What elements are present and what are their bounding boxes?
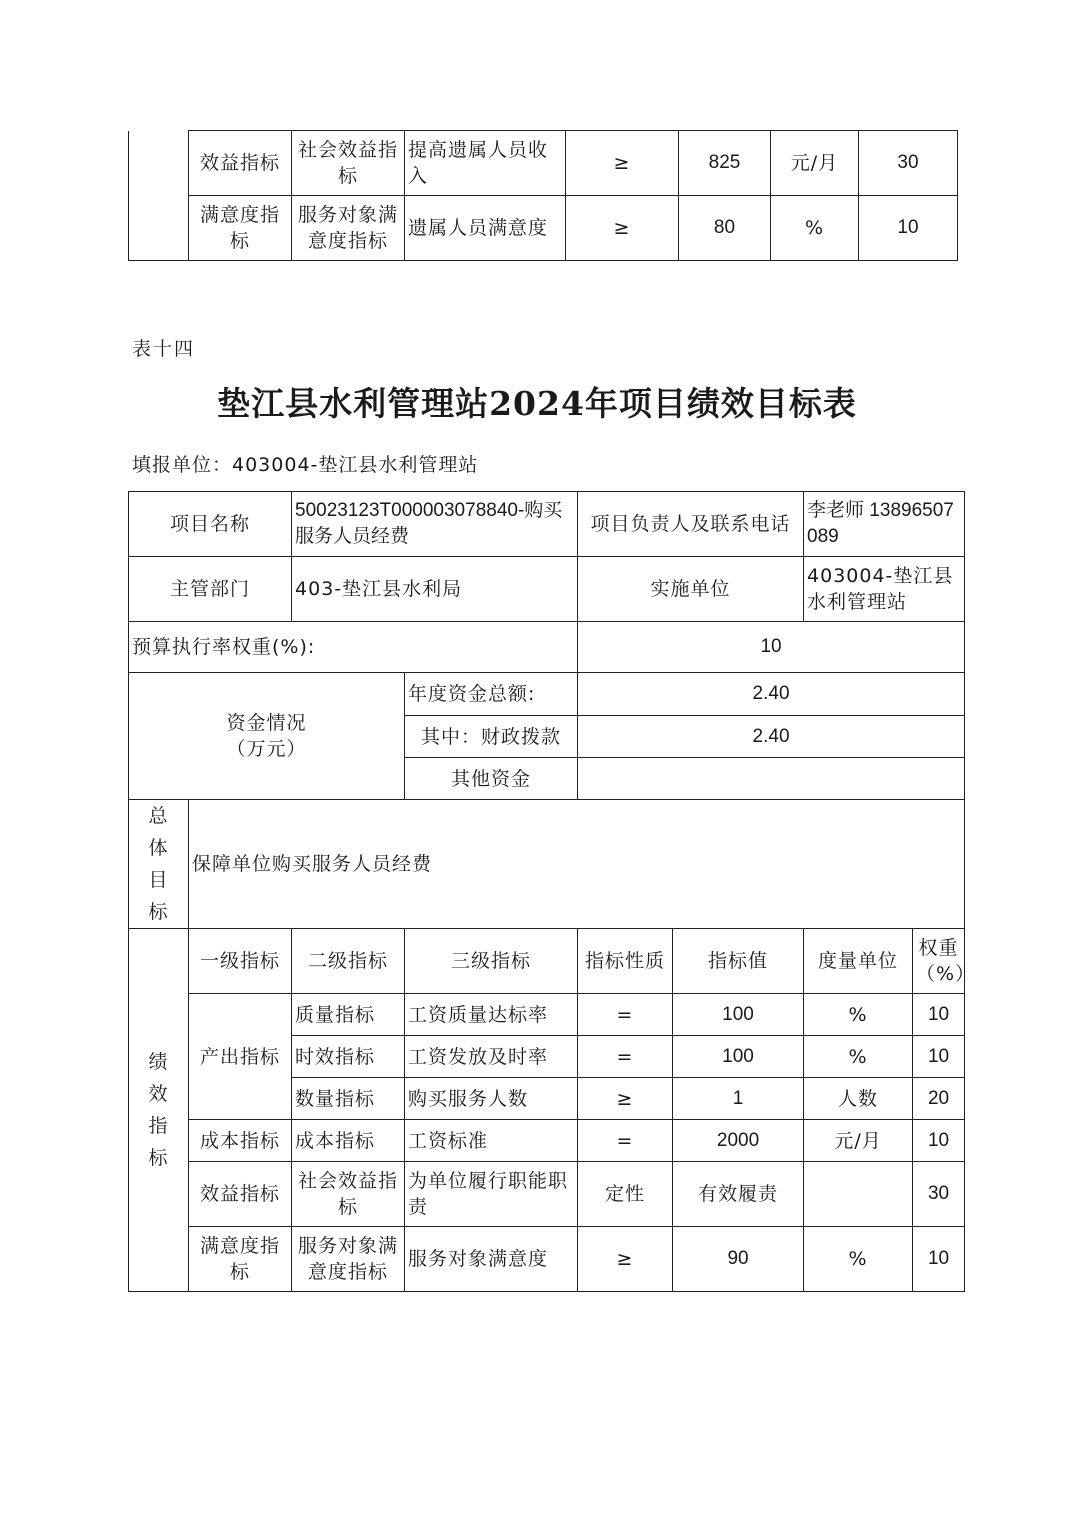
level1-cell: 效益指标 [189,131,292,196]
header-level2: 二级指标 [292,929,405,994]
weight-cell: 30 [859,131,958,196]
level2-cell: 数量指标 [292,1078,405,1120]
table-row [129,1227,965,1292]
level1-cell: 满意度指标 [189,1227,292,1292]
impl-value: 403004-垫江县水利管理站 [804,557,965,622]
perf-label-char: 效 [148,1083,169,1105]
funds-label-line1: 资金情况 [226,712,307,734]
unit-cell: % [771,196,859,261]
level2-cell: 社会效益指标 [292,131,405,196]
table-row [129,557,965,622]
weight-cell: 10 [913,1227,965,1292]
nature-cell: = [578,1120,673,1162]
nature-cell: ≥ [578,1227,673,1292]
table-row [129,800,965,929]
weight-cell: 20 [913,1078,965,1120]
table-row [129,1120,965,1162]
nature-cell: 定性 [578,1162,673,1227]
level2-cell: 成本指标 [292,1120,405,1162]
level1-cell: 效益指标 [189,1162,292,1227]
level3-cell: 工资标准 [405,1120,578,1162]
unit-cell: 元/月 [804,1120,913,1162]
weight-cell: 30 [913,1162,965,1227]
weight-cell: 10 [913,994,965,1036]
leader-label: 项目负责人及联系电话 [578,492,804,557]
header-nature: 指标性质 [578,929,673,994]
empty-cell [129,131,189,261]
dept-label: 主管部门 [129,557,292,622]
funds-label [129,673,405,800]
overall-goal-value: 保障单位购买服务人员经费 [189,800,965,929]
table-row [129,492,965,557]
table-row [129,994,965,1036]
value-cell: 有效履责 [673,1162,804,1227]
dept-value: 403-垫江县水利局 [292,557,578,622]
header-weight: 权重（%） [913,929,965,994]
unit-cell: 人数 [804,1078,913,1120]
value-cell: 825 [679,131,771,196]
header-value: 指标值 [673,929,804,994]
level2-cell: 时效指标 [292,1036,405,1078]
weight-cell: 10 [859,196,958,261]
level2-cell: 社会效益指标 [292,1162,405,1227]
level3-cell: 工资发放及时率 [405,1036,578,1078]
level3-cell: 提高遗属人员收入 [405,131,566,196]
fiscal-label: 其中：财政拨款 [405,716,578,758]
project-name-label: 项目名称 [129,492,292,557]
table-row [129,622,965,673]
value-cell: 2000 [673,1120,804,1162]
value-cell: 100 [673,1036,804,1078]
other-funds-value [578,758,965,800]
header-level3: 三级指标 [405,929,578,994]
nature-cell: ≥ [566,131,679,196]
table-row [129,196,958,261]
unit-cell [804,1162,913,1227]
overall-goal-label [129,800,189,929]
table-row [129,1162,965,1227]
level2-cell: 质量指标 [292,994,405,1036]
impl-label: 实施单位 [578,557,804,622]
table-label: 表十四 [132,338,196,360]
value-cell: 100 [673,994,804,1036]
value-cell: 80 [679,196,771,261]
table-header-row [129,929,965,994]
level3-cell: 工资质量达标率 [405,994,578,1036]
header-unit: 度量单位 [804,929,913,994]
performance-indicator-label [129,929,189,1292]
unit-cell: 元/月 [771,131,859,196]
goal-label-char: 目 [148,869,169,891]
level2-cell: 服务对象满意度指标 [292,196,405,261]
funds-label-line2: （万元） [226,738,307,760]
goal-label-char: 体 [148,837,169,859]
level1-cell: 满意度指标 [189,196,292,261]
level1-cell: 成本指标 [189,1120,292,1162]
goal-label-char: 标 [148,901,169,923]
budget-rate-label: 预算执行率权重(%): [129,622,578,673]
nature-cell: ≥ [578,1078,673,1120]
table-row [129,673,965,716]
value-cell: 1 [673,1078,804,1120]
perf-label-char: 标 [148,1147,169,1169]
level3-cell: 遗属人员满意度 [405,196,566,261]
annual-total-value: 2.40 [578,673,965,716]
unit-cell: % [804,994,913,1036]
reporting-unit: 填报单位：403004-垫江县水利管理站 [132,454,479,476]
table-row [129,131,958,196]
page-title: 垫江县水利管理站2024年项目绩效目标表 [217,384,857,423]
nature-cell: = [578,994,673,1036]
level3-cell: 为单位履行职能职责 [405,1162,578,1227]
fiscal-value: 2.40 [578,716,965,758]
previous-table-continuation [128,130,958,261]
output-indicator-label: 产出指标 [189,994,292,1120]
annual-total-label: 年度资金总额: [405,673,578,716]
other-funds-label: 其他资金 [405,758,578,800]
weight-cell: 10 [913,1120,965,1162]
level3-cell: 服务对象满意度 [405,1227,578,1292]
nature-cell: ≥ [566,196,679,261]
value-cell: 90 [673,1227,804,1292]
budget-rate-value: 10 [578,622,965,673]
level2-cell: 服务对象满意度指标 [292,1227,405,1292]
unit-cell: % [804,1036,913,1078]
perf-label-char: 指 [148,1115,169,1137]
performance-target-table [128,491,976,1292]
unit-cell: % [804,1227,913,1292]
header-level1: 一级指标 [189,929,292,994]
level3-cell: 购买服务人数 [405,1078,578,1120]
goal-label-char: 总 [148,805,169,827]
weight-cell: 10 [913,1036,965,1078]
project-name-value: 50023123T000003078840-购买服务人员经费 [292,492,578,557]
nature-cell: = [578,1036,673,1078]
leader-value: 李老师 13896507089 [804,492,965,557]
perf-label-char: 绩 [148,1051,169,1073]
